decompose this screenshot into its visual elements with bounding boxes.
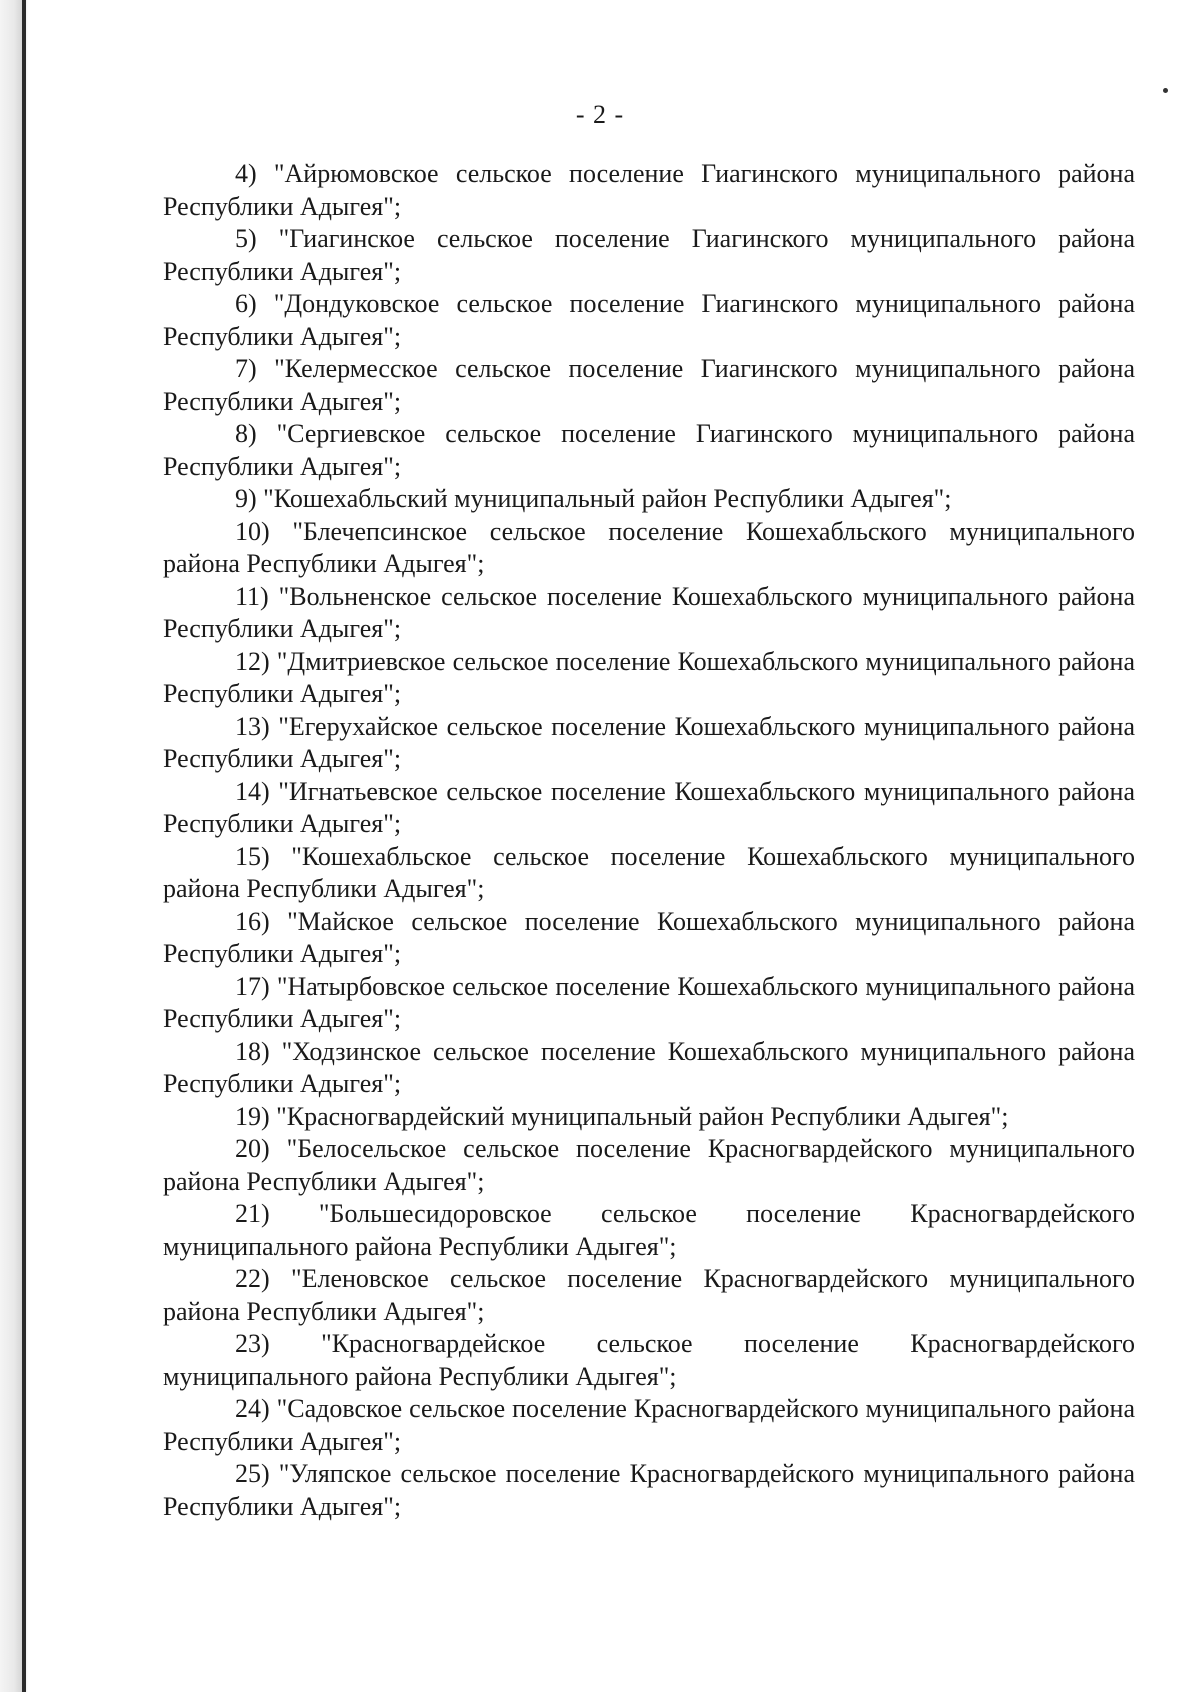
list-item-7: 7) "Келермесское сельское поселение Гиагинского муниципального района Республики Адыгея";	[163, 354, 1135, 416]
list-item-21: 21) "Большесидоровское сельское поселение Красногвардейского муниципального района Республики Адыгея";	[163, 1199, 1135, 1261]
list-item-11: 11) "Вольненское сельское поселение Кошехабльского муниципального района Республики Адыгея";	[163, 581, 1135, 643]
list-item-15: 15) "Кошехабльское сельское поселение Кошехабльского муниципального района Республики Адыгея";	[163, 841, 1135, 903]
list-item-12: 12) "Дмитриевское сельское поселение Кошехабльского муниципального района Республики Адыгея";	[163, 646, 1135, 708]
page-number: - 2 -	[575, 100, 625, 129]
list-item-24: 24) "Садовское сельское поселение Красногвардейского муниципального района Республики Адыгея";	[163, 1394, 1135, 1456]
list-item-20: 20) "Белосельское сельское поселение Красногвардейского муниципального района Республики Адыгея";	[163, 1134, 1135, 1196]
list-item-10: 10) "Блечепсинское сельское поселение Кошехабльского муниципального района Республики Адыгея";	[163, 516, 1135, 578]
list-item-25: 25) "Уляпское сельское поселение Красногвардейского муниципального района Республики Адыгея";	[163, 1459, 1135, 1521]
list-item-8: 8) "Сергиевское сельское поселение Гиагинского муниципального района Республики Адыгея";	[163, 419, 1135, 481]
list-item-17: 17) "Натырбовское сельское поселение Кошехабльского муниципального района Республики Адыгея";	[163, 971, 1135, 1033]
list-item-5: 5) "Гиагинское сельское поселение Гиагинского муниципального района Республики Адыгея";	[163, 224, 1135, 286]
list-item-23: 23) "Красногвардейское сельское поселение Красногвардейского муниципального района Республики Адыгея";	[163, 1329, 1135, 1391]
list-item-19: 19) "Красногвардейский муниципальный район Республики Адыгея";	[235, 1101, 1009, 1131]
scan-speck	[1163, 88, 1168, 93]
list-item-4: 4) "Айрюмовское сельское поселение Гиагинского муниципального района Республики Адыгея";	[163, 159, 1135, 221]
list-item-13: 13) "Егерухайское сельское поселение Кошехабльского муниципального района Республики Адыгея";	[163, 711, 1135, 773]
scan-binding-line	[22, 0, 26, 1692]
list-item-9: 9) "Кошехабльский муниципальный район Республики Адыгея";	[235, 484, 952, 513]
list-item-18: 18) "Ходзинское сельское поселение Кошехабльского муниципального района Республики Адыгея";	[163, 1036, 1135, 1098]
list-item-22: 22) "Еленовское сельское поселение Красногвардейского муниципального района Республики Адыгея";	[163, 1264, 1135, 1326]
list-item-6: 6) "Дондуковское сельское поселение Гиагинского муниципального района Республики Адыгея";	[163, 289, 1135, 351]
list-item-16: 16) "Майское сельское поселение Кошехабльского муниципального района Республики Адыгея";	[163, 906, 1135, 968]
list-item-14: 14) "Игнатьевское сельское поселение Кошехабльского муниципального района Республики Адыгея";	[163, 776, 1135, 838]
document-body	[163, 158, 1135, 1523]
